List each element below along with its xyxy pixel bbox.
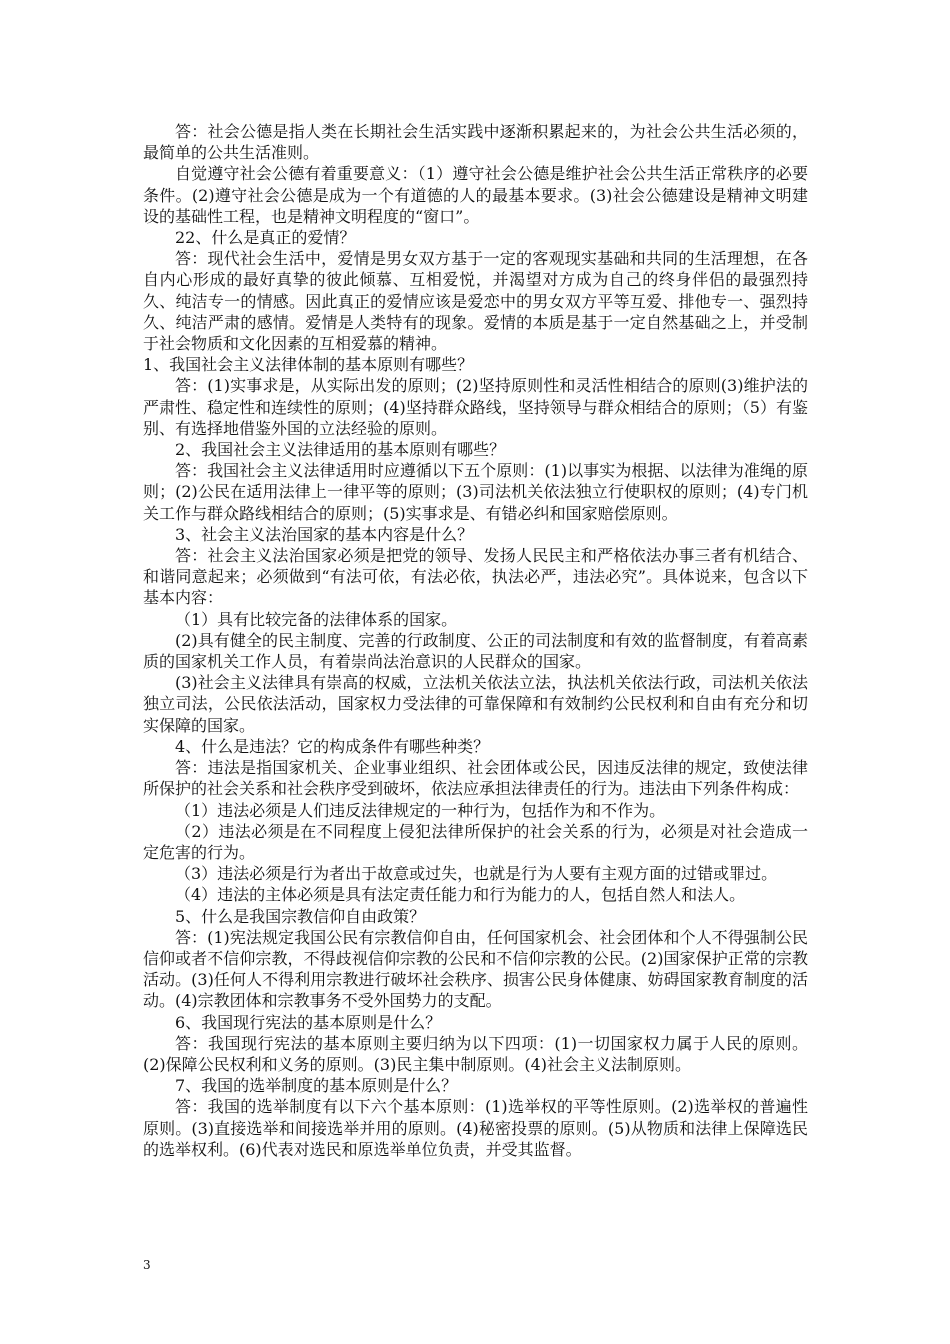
paragraph: 答：(1)实事求是，从实际出发的原则；(2)坚持原则性和灵活性相结合的原则(3)维护法的严肃性、稳定性和连续性的原则；(4)坚持群众路线，坚持领导与群众相结合的原则；（5）有鉴别、有选择地借鉴外国的立法经验的原则。 [143,376,808,438]
list-item: （4）违法的主体必须是具有法定责任能力和行为能力的人，包括自然人和法人。 [175,885,746,905]
page-number: 3 [143,1258,151,1272]
list-item: （1）具有比较完备的法律体系的国家。 [175,609,458,629]
paragraph: 答：我国社会主义法律适用时应遵循以下五个原则：(1)以事实为根据、以法律为准绳的原则；(2)公民在适用法律上一律平等的原则；(3)司法机关依法独立行使职权的原则；(4)专门机关工作与群众路线相结合的原则；(5)实事求是、有错必纠和国家赔偿原则。 [143,461,808,523]
list-item: （3）违法必须是行为者出于故意或过失，也就是行为人要有主观方面的过错或罪过。 [175,864,778,884]
paragraph: 答：违法是指国家机关、企业事业组织、社会团体或公民，因违反法律的规定，致使法律所保护的社会关系和社会秩序受到破坏，依法应承担法律责任的行为。违法由下列条件构成： [143,758,808,799]
list-item: （2）违法必须是在不同程度上侵犯法律所保护的社会关系的行为，必须是对社会造成一定危害的行为。 [143,821,808,862]
list-item: (3)社会主义法律具有崇高的权威，立法机关依法立法，执法机关依法行政，司法机关依法独立司法，公民依法活动，国家权力受法律的可靠保障和有效制约公民权利和自由有充分和切实保障的国家。 [143,673,808,735]
question-heading: 2、我国社会主义法律适用的基本原则有哪些？ [175,440,506,460]
paragraph: 答：现代社会生活中，爱情是男女双方基于一定的客观现实基础和共同的生活理想，在各自内心形成的最好真挚的彼此倾慕、互相爱悦，并渴望对方成为自己的终身伴侣的最强烈持久、纯洁专一的情感。因此真正的爱情应该是爱恋中的男女双方平等互爱、排他专一、强烈持久、纯洁严肃的感情。爱情是人类特有的现象。爱情的本质是基于一定自然基础之上，并受制于社会物质和文化因素的互相爱慕的精神。 [143,249,808,354]
question-heading: 1、我国社会主义法律体制的基本原则有哪些？ [143,355,474,375]
paragraph: 答：社会公德是指人类在长期社会生活实践中逐渐积累起来的，为社会公共生活必须的，最简单的公共生活准则。 [143,122,808,163]
question-heading: 6、我国现行宪法的基本原则是什么？ [175,1012,442,1032]
list-item: (2)具有健全的民主制度、完善的行政制度、公正的司法制度和有效的监督制度，有着高素质的国家机关工作人员，有着崇尚法治意识的人民群众的国家。 [143,630,808,672]
question-heading: 4、什么是违法？它的构成条件有哪些种类？ [175,736,490,756]
document-body [143,121,808,1160]
list-item: （1）违法必须是人们违反法律规定的一种行为，包括作为和不作为。 [175,800,666,820]
paragraph: 自觉遵守社会公德有着重要意义：（1）遵守社会公德是维护社会公共生活正常秩序的必要条件。(2)遵守社会公德是成为一个有道德的人的最基本要求。(3)社会公德建设是精神文明建设的基础性工程，也是精神文明程度的“窗口”。 [143,164,808,226]
paragraph: 答：(1)宪法规定我国公民有宗教信仰自由，任何国家机会、社会团体和个人不得强制公民信仰或者不信仰宗教，不得歧视信仰宗教的公民和不信仰宗教的公民。(2)国家保护正常的宗教活动。(3)任何人不得利用宗教进行破坏社会秩序、损害公民身体健康、妨碍国家教育制度的活动。(4)宗教团体和宗教事务不受外国势力的支配。 [143,927,808,1011]
question-heading: 5、什么是我国宗教信仰自由政策？ [175,906,426,926]
question-heading: 7、我国的选举制度的基本原则是什么？ [175,1076,458,1096]
paragraph: 答：社会主义法治国家必须是把党的领导、发扬人民民主和严格依法办事三者有机结合、和谐同意起来；必须做到“有法可依，有法必依，执法必严，违法必究”。具体说来，包含以下基本内容： [143,546,808,608]
question-heading: 22、什么是真正的爱情？ [175,228,356,248]
question-heading: 3、社会主义法治国家的基本内容是什么？ [175,524,474,544]
paragraph: 答：我国现行宪法的基本原则主要归纳为以下四项：(1)一切国家权力属于人民的原则。(2)保障公民权利和义务的原则。(3)民主集中制原则。(4)社会主义法制原则。 [143,1033,808,1074]
paragraph: 答：我国的选举制度有以下六个基本原则：(1)选举权的平等性原则。(2)选举权的普遍性原则。(3)直接选举和间接选举并用的原则。(4)秘密投票的原则。(5)从物质和法律上保障选民的选举权利。(6)代表对选民和原选举单位负责，并受其监督。 [143,1097,808,1159]
